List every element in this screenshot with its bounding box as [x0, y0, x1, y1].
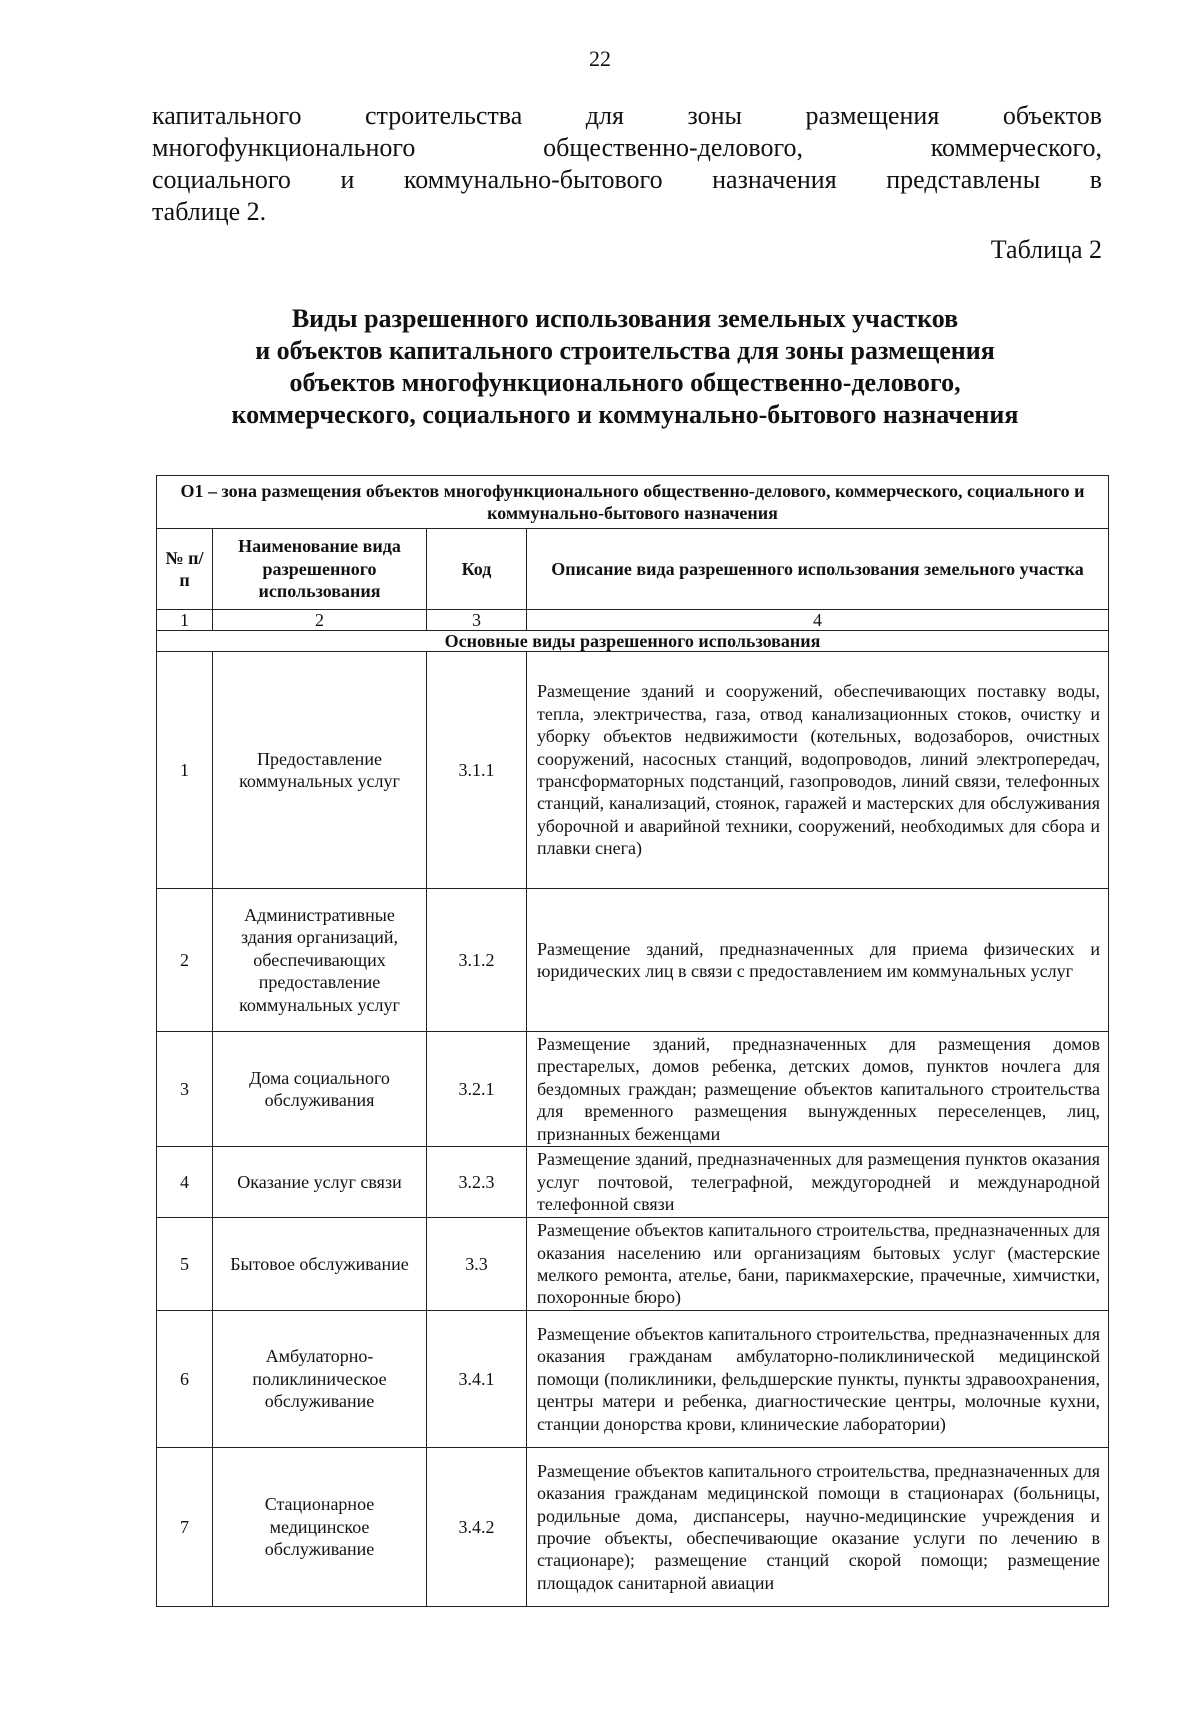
table-title-line: коммерческого, социального и коммунально-бытового назначения	[231, 400, 1019, 429]
row-number: 2	[157, 889, 213, 1032]
row-name: Оказание услуг связи	[213, 1147, 427, 1218]
intro-line: капитального строительства для зоны размещения объектов	[152, 101, 1102, 130]
row-description: Размещение объектов капитального строительства, предназначенных для оказания гражданам амбулаторно-поликлинической медицинской помощи (поликлиники, фельдшерские пункты, пункты здравоохранения, центры матери и ребенка, диагностические центры, молочные кухни, станции донорства крови, клинические лаборатории)	[527, 1311, 1109, 1448]
column-number-row	[157, 610, 1109, 631]
row-name: Дома социального обслуживания	[213, 1032, 427, 1147]
row-name: Амбулаторно-поликлиническое обслуживание	[213, 1311, 427, 1448]
row-code: 3.4.2	[427, 1448, 527, 1607]
table-row	[157, 889, 1109, 1032]
zone-header-row	[157, 476, 1109, 529]
row-code: 3.2.1	[427, 1032, 527, 1147]
table-label: Таблица 2	[990, 235, 1102, 264]
row-code: 3.1.2	[427, 889, 527, 1032]
row-description: Размещение зданий, предназначенных для размещения пунктов оказания услуг почтовой, телеграфной, междугородней и международной телефонной связи	[527, 1147, 1109, 1218]
column-number: 2	[213, 610, 427, 631]
table-row	[157, 1032, 1109, 1147]
column-header-description: Описание вида разрешенного использования земельного участка	[527, 529, 1109, 610]
table-title-line: объектов многофункционального общественно-делового,	[289, 368, 961, 397]
section-row	[157, 631, 1109, 652]
row-name: Бытовое обслуживание	[213, 1218, 427, 1311]
row-name: Стационарное медицинское обслуживание	[213, 1448, 427, 1607]
table-row	[157, 1147, 1109, 1218]
intro-line: таблице 2.	[152, 197, 267, 226]
land-use-table	[156, 475, 1109, 1607]
table-row	[157, 1311, 1109, 1448]
row-number: 1	[157, 652, 213, 889]
table-row	[157, 1218, 1109, 1311]
column-header-row	[157, 529, 1109, 610]
row-number: 3	[157, 1032, 213, 1147]
section-title: Основные виды разрешенного использования	[157, 631, 1109, 652]
table-row	[157, 652, 1109, 889]
intro-line: многофункционального общественно-делового, коммерческого,	[152, 133, 1102, 162]
row-number: 4	[157, 1147, 213, 1218]
row-description: Размещение зданий, предназначенных для приема физических и юридических лиц в связи с предоставлением им коммунальных услуг	[527, 889, 1109, 1032]
row-description: Размещение зданий и сооружений, обеспечивающих поставку воды, тепла, электричества, газа, отвод канализационных стоков, очистку и уборку объектов недвижимости (котельных, водозаборов, очистных сооружений, насосных станций, водопроводов, линий электропередач, трансформаторных подстанций, газопроводов, линий связи, телефонных станций, канализаций, стоянок, гаражей и мастерских для обслуживания уборочной и аварийной техники, сооружений, необходимых для сбора и плавки снега)	[527, 652, 1109, 889]
column-header-code: Код	[427, 529, 527, 610]
row-number: 7	[157, 1448, 213, 1607]
row-name: Административные здания организаций, обеспечивающих предоставление коммунальных услуг	[213, 889, 427, 1032]
column-number: 1	[157, 610, 213, 631]
row-number: 6	[157, 1311, 213, 1448]
row-number: 5	[157, 1218, 213, 1311]
column-number: 3	[427, 610, 527, 631]
column-header-name: Наименование вида разрешенного использования	[213, 529, 427, 610]
table-title	[150, 303, 1100, 431]
intro-line: социального и коммунально-бытового назначения представлены в	[152, 165, 1102, 194]
row-code: 3.4.1	[427, 1311, 527, 1448]
column-number: 4	[527, 610, 1109, 631]
intro-paragraph	[152, 100, 1102, 228]
table-title-line: и объектов капитального строительства для зоны размещения	[255, 336, 995, 365]
row-code: 3.1.1	[427, 652, 527, 889]
table-row	[157, 1448, 1109, 1607]
row-description: Размещение объектов капитального строительства, предназначенных для оказания гражданам медицинской помощи в стационарах (больницы, родильные дома, диспансеры, научно-медицинские учреждения и прочие объекты, обеспечивающие оказание услуги по лечению в стационаре); размещение станций скорой помощи; размещение площадок санитарной авиации	[527, 1448, 1109, 1607]
row-code: 3.2.3	[427, 1147, 527, 1218]
table-title-line: Виды разрешенного использования земельных участков	[291, 304, 959, 333]
row-description: Размещение зданий, предназначенных для размещения домов престарелых, домов ребенка, детских домов, пунктов ночлега для бездомных граждан; размещение объектов капитального строительства для временного размещения вынужденных переселенцев, лиц, признанных беженцами	[527, 1032, 1109, 1147]
row-name: Предоставление коммунальных услуг	[213, 652, 427, 889]
row-description: Размещение объектов капитального строительства, предназначенных для оказания населению или организациям бытовых услуг (мастерские мелкого ремонта, ателье, бани, парикмахерские, прачечные, химчистки, похоронные бюро)	[527, 1218, 1109, 1311]
page-number: 22	[589, 46, 611, 71]
zone-header: О1 – зона размещения объектов многофункционального общественно-делового, коммерческого, социального и коммунально-бытового назначения	[157, 476, 1109, 529]
column-header-num: № п/п	[157, 529, 213, 610]
row-code: 3.3	[427, 1218, 527, 1311]
